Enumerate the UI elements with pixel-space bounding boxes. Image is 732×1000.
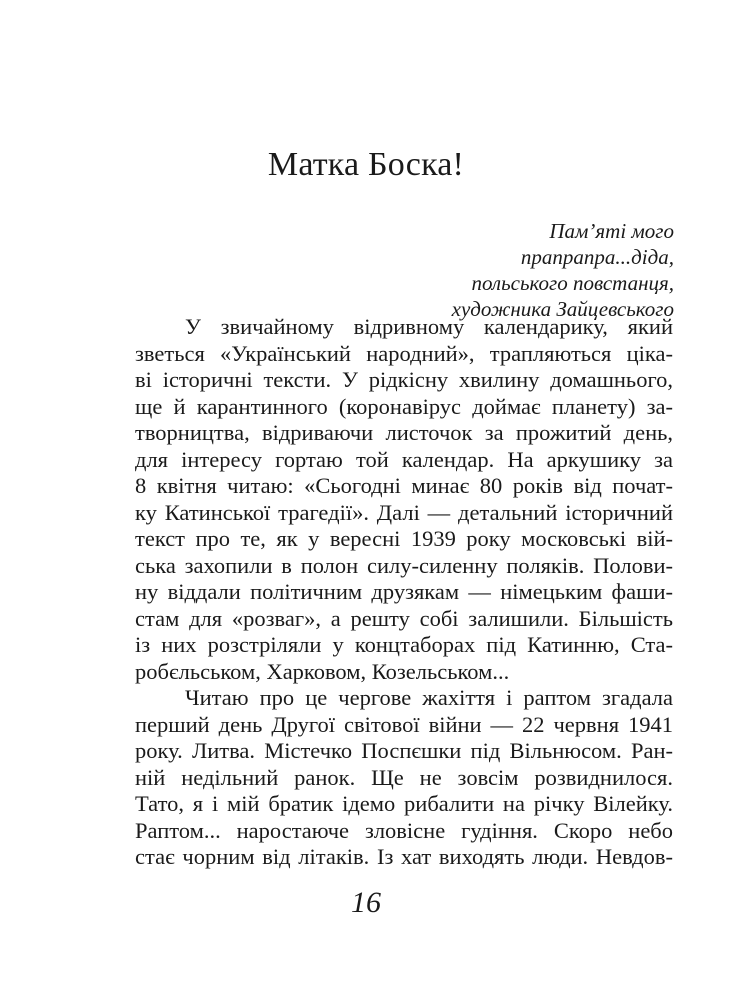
- text-line: творництва, відриваючи листочок за прожитий день,: [135, 420, 673, 445]
- epigraph-line: прапрапра...діда,: [520, 245, 674, 269]
- epigraph-line: Пам’яті мого: [549, 219, 674, 243]
- text-line: ві історичні тексти. У рідкісну хвилину домашнього,: [135, 367, 673, 392]
- text-line: У звичайному відривному календарику, який: [185, 314, 673, 339]
- body-text: [135, 314, 673, 871]
- text-line: ку Катинської трагедії». Далі — детальний історичний: [135, 499, 673, 525]
- text-line: текст про те, як у вересні 1939 року московські вій-: [135, 526, 673, 551]
- text-line: робєльськом, Харковом, Козельськом...: [135, 658, 510, 684]
- text-line: стам для «розваг», а решту собі залишили. Більшість: [135, 605, 673, 631]
- text-line: зветься «Український народний», трапляються ціка-: [135, 340, 673, 366]
- paragraph: [135, 685, 673, 871]
- text-line: перший день Другої світової війни — 22 червня 1941: [135, 711, 673, 737]
- text-line: ще й карантинного (коронавірус доймає планету) за-: [135, 393, 673, 419]
- text-line: стає чорним від літаків. Із хат виходять люди. Невдов-: [135, 844, 673, 869]
- page-number: 16: [351, 886, 381, 919]
- text-line: Раптом... наростаюче зловісне гудіння. Скоро небо: [135, 817, 673, 843]
- text-line: ська захопили в полон силу-силенну поляків. Полови-: [135, 552, 673, 578]
- text-line: Читаю про це чергове жахіття і раптом згадала: [185, 685, 673, 710]
- text-line: ній недільний ранок. Ще не зовсім розвиднилося.: [135, 764, 673, 790]
- text-line: Тато, я і мій братик ідемо рибалити на річку Вілейку.: [135, 791, 673, 816]
- text-line: ну віддали політичним друзякам — німецьким фаши-: [135, 579, 673, 604]
- paragraph: [135, 314, 673, 685]
- epigraph: [452, 218, 674, 322]
- text-line: 8 квітня читаю: «Сьогодні минає 80 років від почат-: [135, 473, 673, 498]
- epigraph-line: художника Зайцевського: [451, 297, 674, 321]
- text-line: для інтересу гортаю той календар. На аркушику за: [135, 446, 673, 472]
- text-line: року. Литва. Містечко Поспєшки під Вільнюсом. Ран-: [135, 738, 673, 763]
- chapter-title: Матка Боска!: [267, 146, 465, 183]
- text-line: із них розстріляли у концтаборах під Катинню, Ста-: [135, 632, 673, 657]
- epigraph-line: польського повстанця,: [471, 271, 674, 295]
